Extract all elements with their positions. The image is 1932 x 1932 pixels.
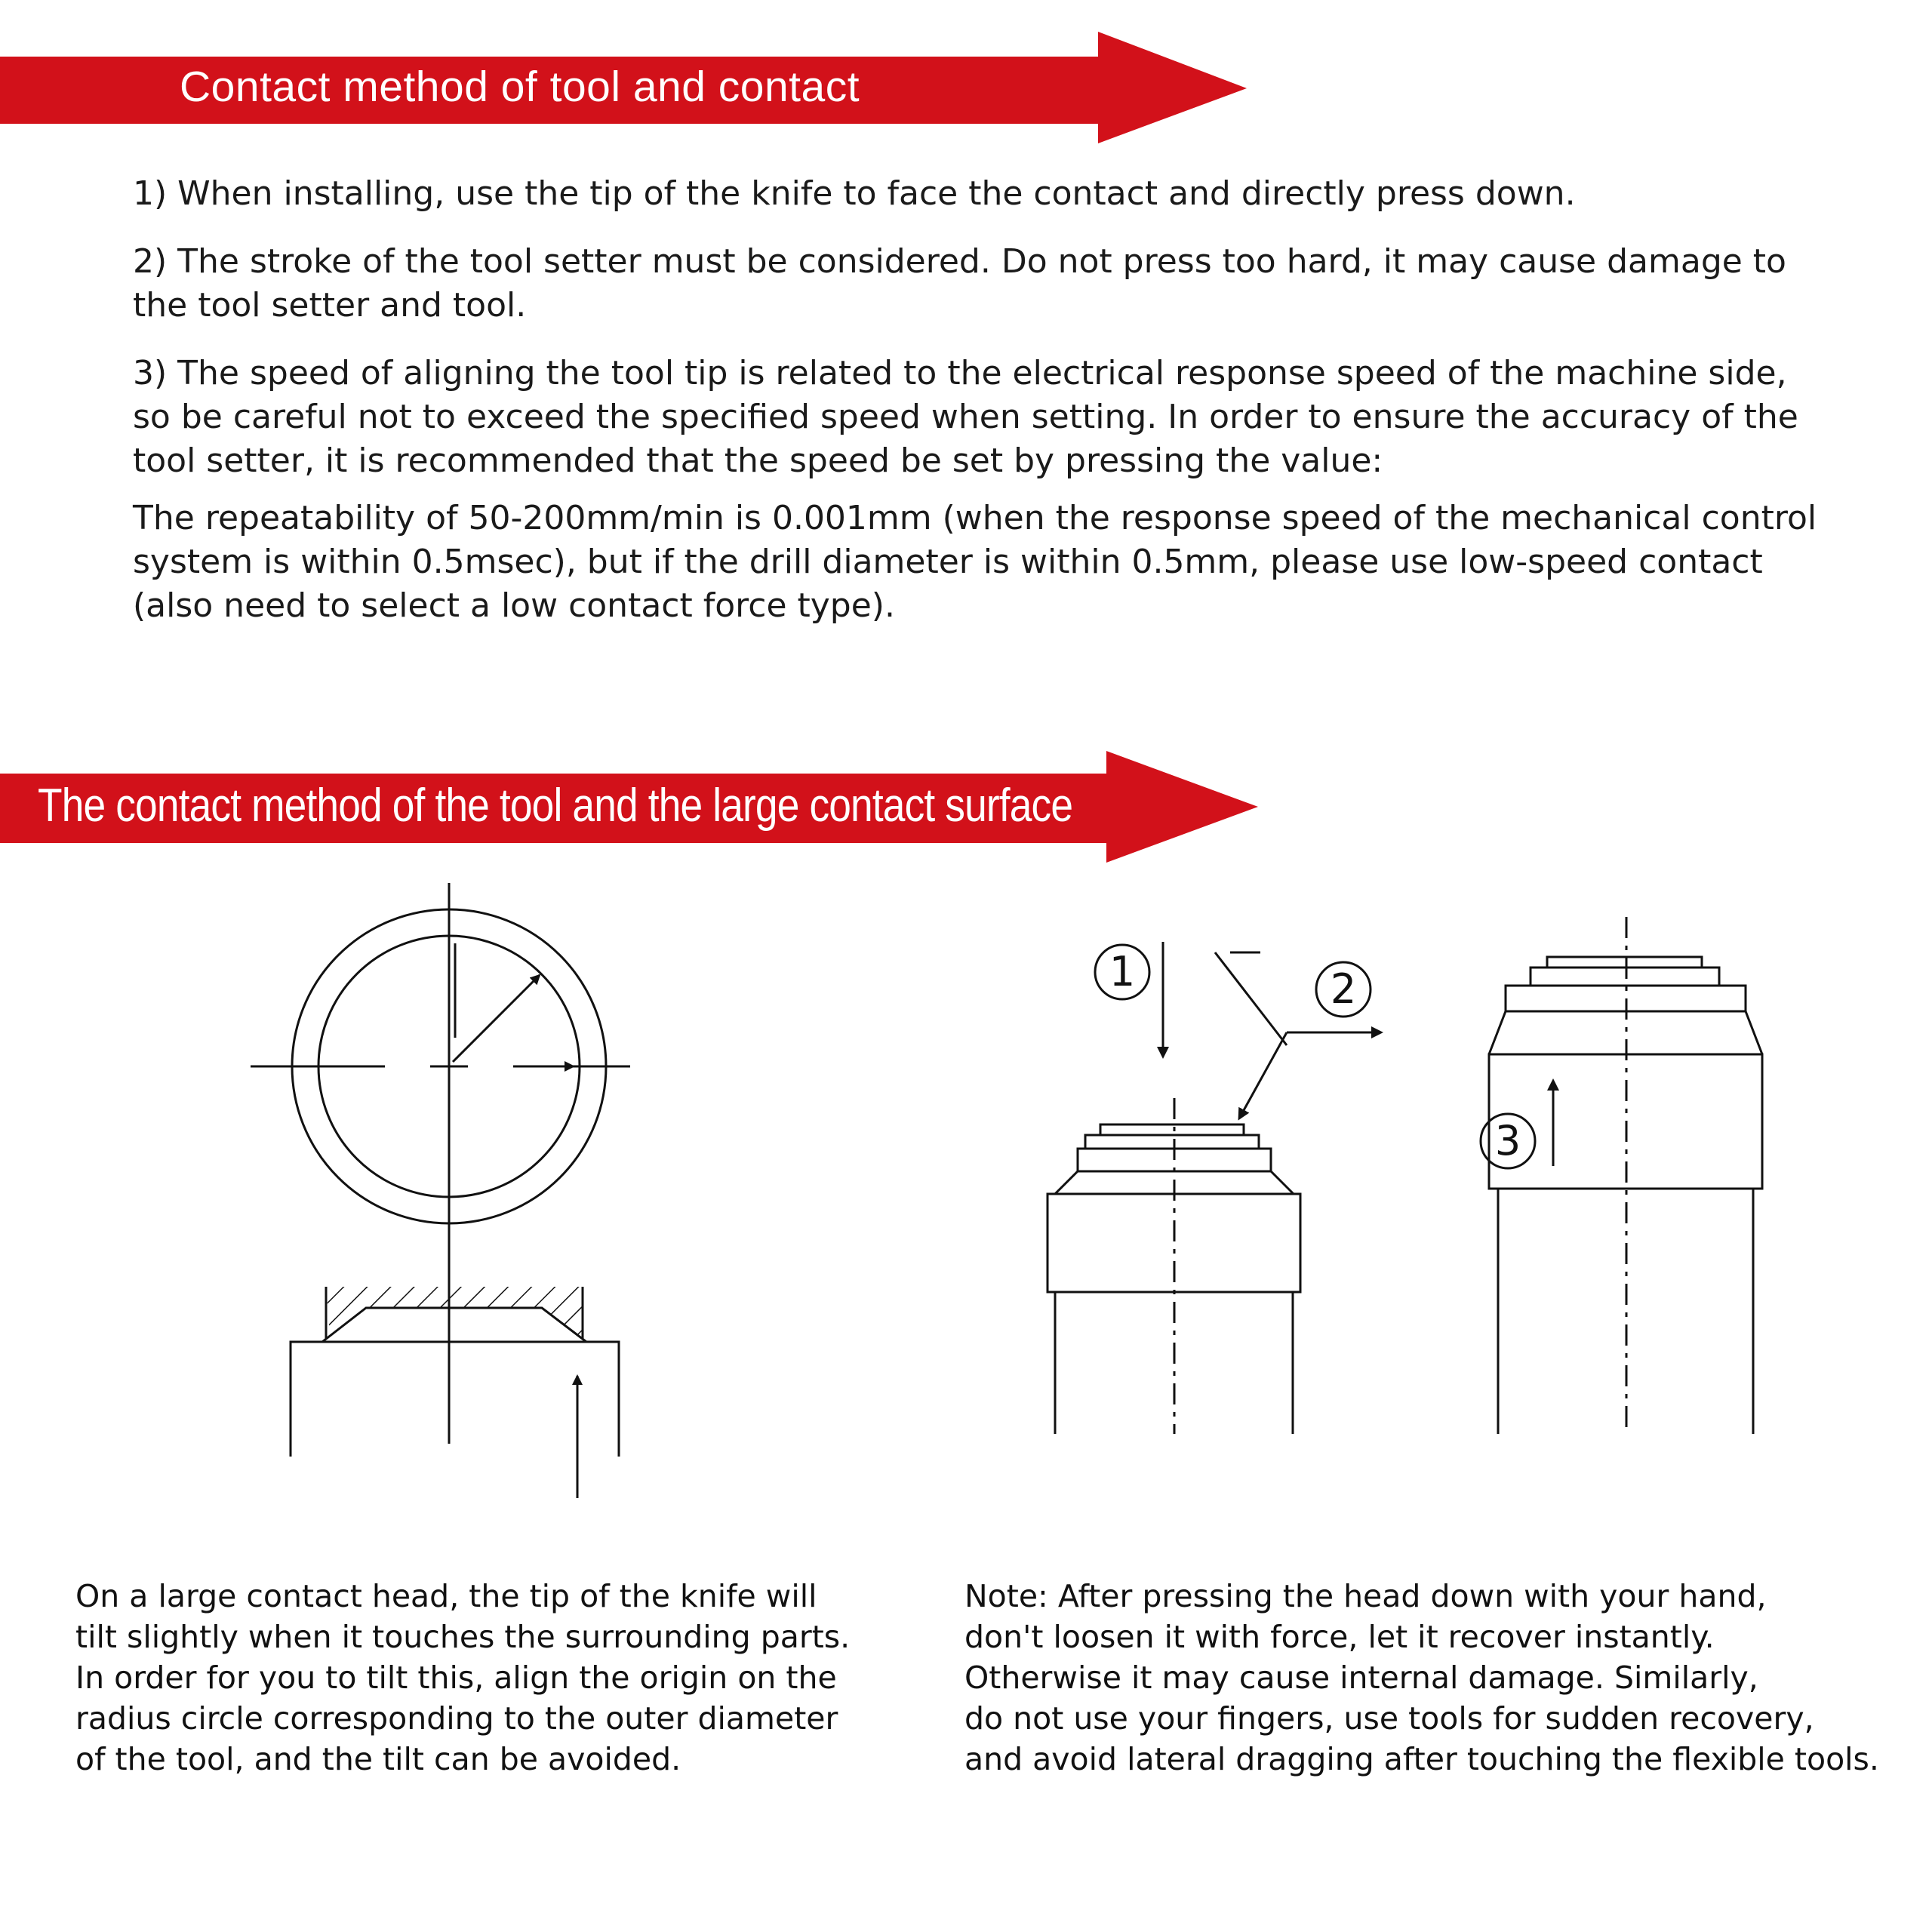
instruction-step-1: 1) When installing, use the tip of the knife to face the contact and directly press down. [133,174,1576,213]
section-banner-contact-method [0,32,1253,143]
step-3-number: 3 [1494,1117,1521,1164]
instructions-block [133,172,1823,652]
caption-line: do not use your fingers, use tools for sudden recovery, [964,1700,1814,1737]
caption-line: tilt slightly when it touches the surrounding parts. [75,1619,851,1655]
step-2-number: 2 [1330,965,1357,1013]
caption-line: On a large contact head, the tip of the knife will [75,1578,817,1614]
press-down-sequence-diagram [1034,906,1796,1449]
repeatability-note: The repeatability of 50-200mm/min is 0.001mm (when the response speed of the mechanical control system is within 0.5msec), but if the drill diameter is within 0.5mm, please use low-speed contact (also need to select a low contact force type). [133,499,1817,625]
step-1-label [1095,945,1149,999]
caption-line: Note: After pressing the head down with your hand, [964,1578,1767,1614]
hatched-contact-head [322,1287,586,1444]
tool-body [291,1342,619,1457]
radius-arrow [453,975,540,1062]
radius-alignment-diagram [242,872,649,1513]
instruction-step-2: 2) The stroke of the tool setter must be considered. Do not press too hard, it may cause damage to the tool setter and tool. [133,242,1786,325]
step-1-number: 1 [1109,948,1136,995]
caption-line: In order for you to tilt this, align the origin on the [75,1660,837,1696]
caption-line: don't loosen it with force, let it recover instantly. [964,1619,1715,1655]
caption-tilt-avoidance [75,1576,850,1780]
assembly-initial [1048,1098,1300,1434]
instruction-step-3: 3) The speed of aligning the tool tip is related to the electrical response speed of the machine side, so be careful not to exceed the specified speed when setting. In order to ensure the accuracy of the tool setter, it is recommended that the speed be set by pressing the value: [133,354,1798,480]
section-title: The contact method of the tool and the large contact surface [38,780,1073,832]
assembly-pressed [1489,917,1762,1434]
caption-line: Otherwise it may cause internal damage. Similarly, [964,1660,1758,1696]
section-banner-large-contact-surface [0,751,1262,863]
caption-recovery-note [964,1576,1879,1780]
caption-line: of the tool, and the tilt can be avoided. [75,1741,681,1777]
section-title: Contact method of tool and contact [180,63,860,111]
step-2-label [1316,962,1371,1017]
caption-line: and avoid lateral dragging after touching the flexible tools. [964,1741,1879,1777]
caption-line: radius circle corresponding to the outer diameter [75,1700,838,1737]
